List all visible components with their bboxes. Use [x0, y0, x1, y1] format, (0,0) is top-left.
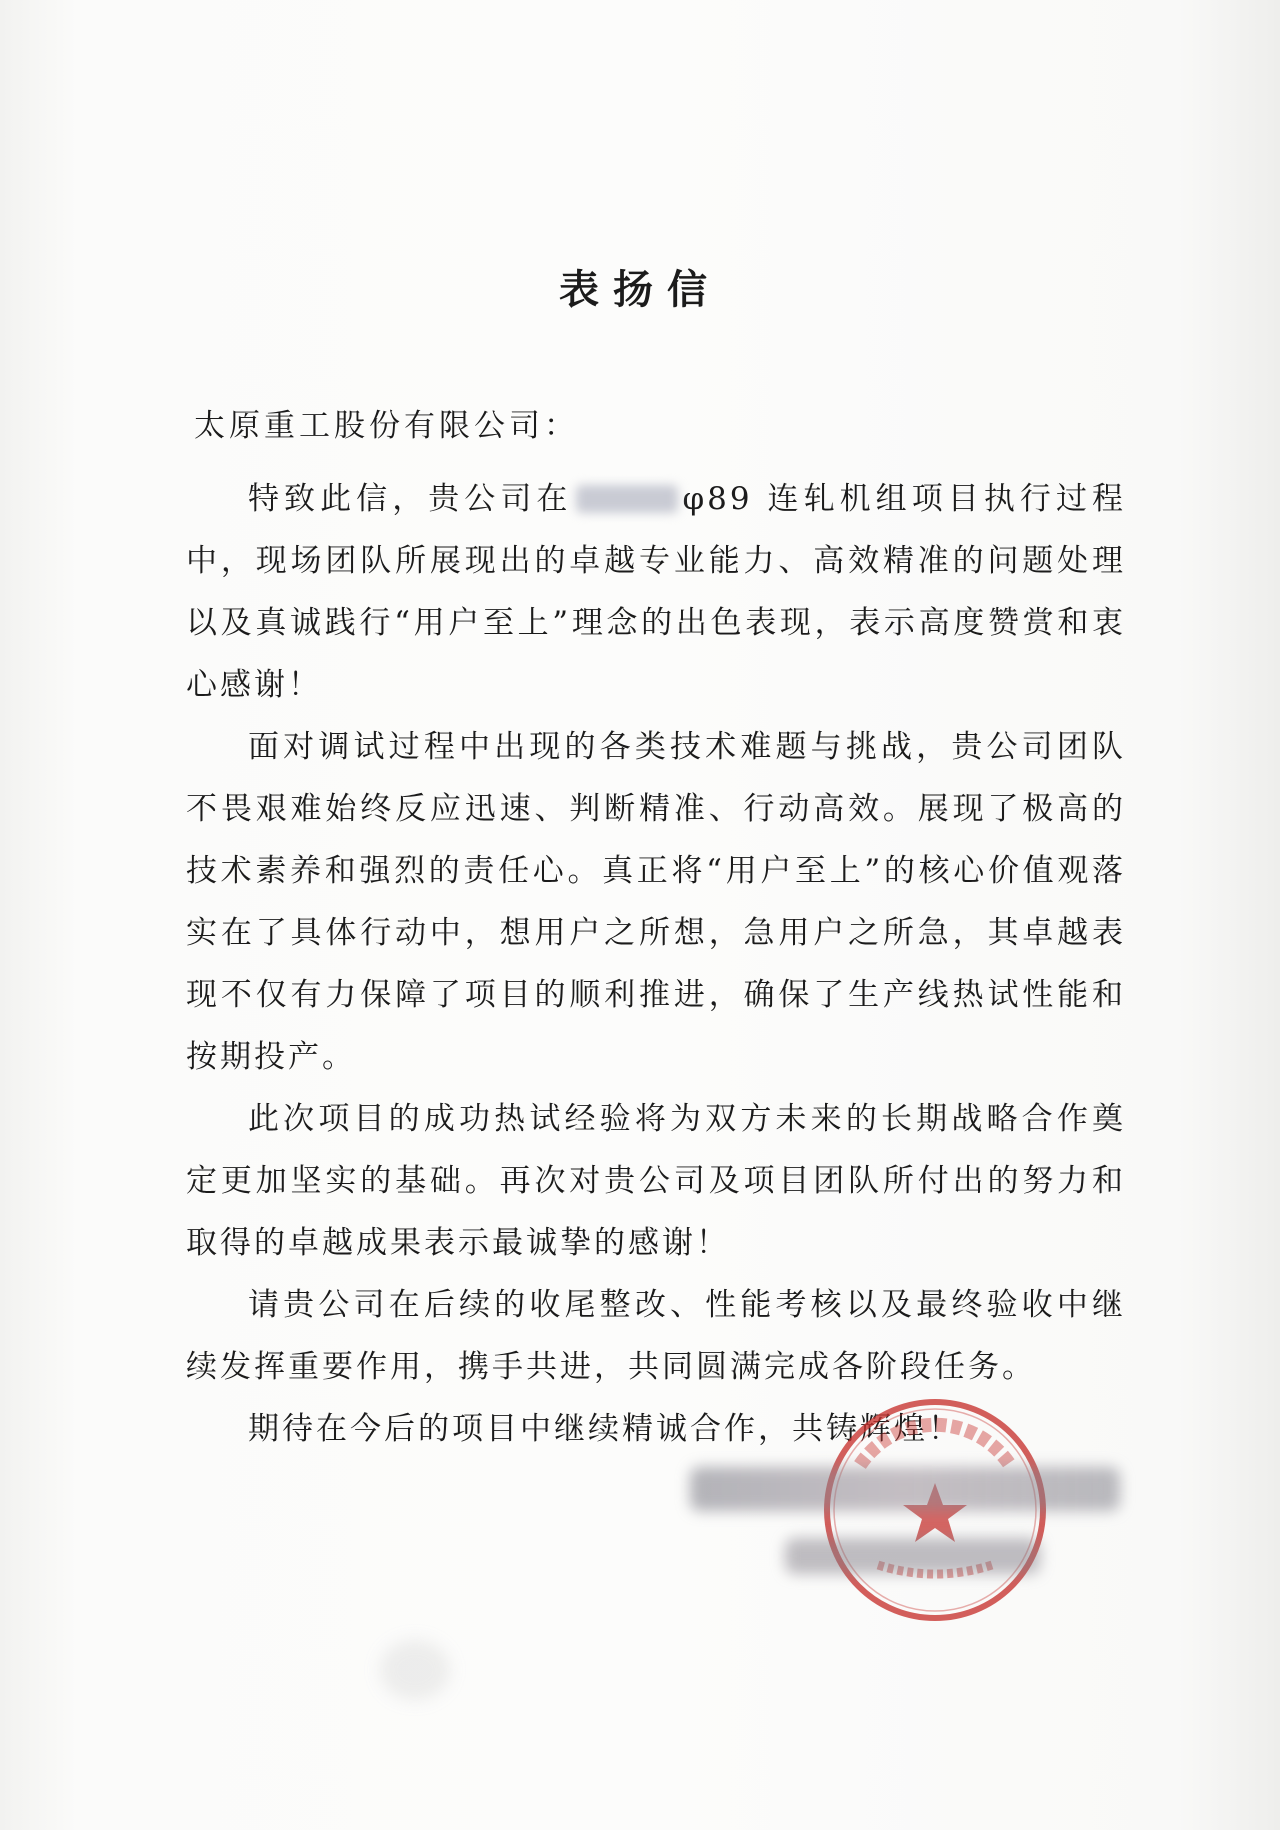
letter-body [186, 468, 1126, 1460]
paragraph-1-end: φ89 连轧机组项目执行过程中，现场团队所展现出的卓越专业能力、高效精准的问题处理以及真诚践行“用户至上”理念的出色表现，表示高度赞赏和衷心感谢！ [186, 481, 1126, 703]
paragraph-5: 期待在今后的项目中继续精诚合作，共铸辉煌！ [248, 1411, 962, 1447]
redacted-project-name [576, 485, 678, 513]
salutation: 太原重工股份有限公司： [194, 408, 579, 444]
letter-title: 表扬信 [559, 266, 721, 313]
redacted-organization-name [690, 1467, 1120, 1511]
signature-block [690, 1395, 1150, 1645]
paragraph-1-start: 特致此信，贵公司在 [248, 481, 573, 517]
paragraph-1 [186, 468, 1126, 716]
redacted-date [785, 1538, 1040, 1574]
paper-smudge [380, 1640, 450, 1700]
paragraph-3: 此次项目的成功热试经验将为双方未来的长期战略合作奠定更加坚实的基础。再次对贵公司及项目团队所付出的努力和取得的卓越成果表示最诚挚的感谢！ [186, 1101, 1126, 1261]
paragraph-4: 请贵公司在后续的收尾整改、性能考核以及最终验收中继续发挥重要作用，携手共进，共同圆满完成各阶段任务。 [186, 1287, 1126, 1385]
paragraph-2: 面对调试过程中出现的各类技术难题与挑战，贵公司团队不畏艰难始终反应迅速、判断精准、行动高效。展现了极高的技术素养和强烈的责任心。真正将“用户至上”的核心价值观落实在了具体行动中，想用户之所想，急用户之所急，其卓越表现不仅有力保障了项目的顺利推进，确保了生产线热试性能和按期投产。 [186, 729, 1126, 1075]
